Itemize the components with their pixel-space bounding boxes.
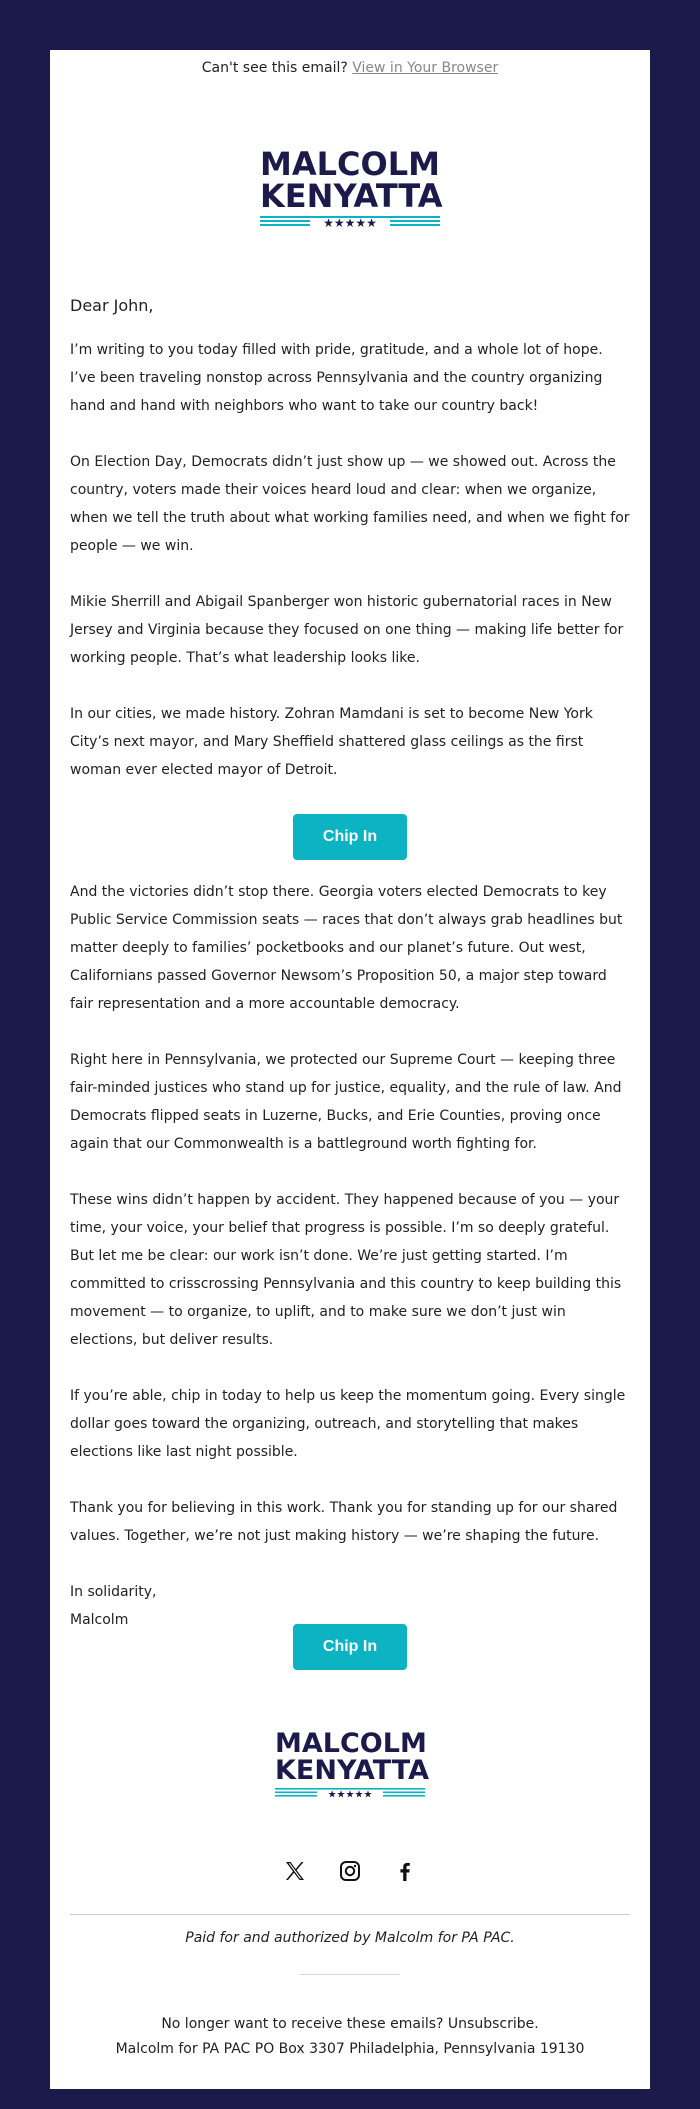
view-in-browser-link[interactable]: View in Your Browser	[352, 60, 499, 76]
logo-stars-bars	[260, 215, 440, 229]
divider-short	[300, 1974, 400, 1975]
divider	[70, 1914, 630, 1915]
greeting: Dear John,	[70, 296, 154, 315]
preheader-text: Can't see this email?	[201, 60, 348, 76]
unsubscribe-text[interactable]: No longer want to receive these emails? Unsubscribe.	[161, 2016, 539, 2032]
logo-stars: ★★★★★	[327, 1789, 373, 1799]
footer-logo	[275, 1728, 429, 1799]
paragraph: And the victories didn’t stop there. Georgia voters elected Democrats to key Public Service Commission seats — races that don’t always grab headlines but matter deeply to families’ pocketbooks and our planet’s future. Out west, Californians passed Governor Newsom’s Proposition 50, a major step toward fair representation and a more accountable democracy.	[70, 884, 623, 1012]
social-links	[50, 1860, 650, 1882]
footer	[50, 2012, 650, 2062]
logo-line-2: KENYATTA	[260, 177, 443, 215]
signoff-line-2: Malcolm	[70, 1612, 129, 1628]
mailing-address: Malcolm for PA PAC PO Box 3307 Philadelphia, Pennsylvania 19130	[115, 2041, 585, 2057]
chip-in-button-bottom[interactable]: Chip In	[293, 1624, 407, 1670]
logo-stars: ★★★★★	[323, 216, 377, 229]
paragraph: Right here in Pennsylvania, we protected our Supreme Court — keeping three fair-minded justices who stand up for justice, equality, and the rule of law. And Democrats flipped seats in Luzerne, Bucks, and Erie Counties, proving once again that our Commonwealth is a battleground worth fighting for.	[70, 1052, 622, 1152]
paragraph: Mikie Sherrill and Abigail Spanberger won historic gubernatorial races in New Jersey and Virginia because they focused on one thing — making life better for working people. That’s what leadership looks like.	[70, 594, 624, 666]
paid-for-disclaimer: Paid for and authorized by Malcolm for PA PAC.	[185, 1930, 515, 1946]
email-card	[50, 50, 650, 2089]
paragraph: But let me be clear: our work isn’t done. We’re just getting started. I’m committed to crisscrossing Pennsylvania and this country to keep building this movement — to organize, to uplift, and to make sure we don’t just win elections, but deliver results.	[70, 1248, 622, 1348]
paragraph: Thank you for believing in this work. Thank you for standing up for our shared values. Together, we’re not just making history — we’re shaping the future.	[70, 1500, 618, 1544]
body-section-top	[70, 336, 630, 812]
body-section-bottom	[70, 878, 630, 1634]
chip-in-button[interactable]: Chip In	[293, 814, 407, 860]
paragraph: If you’re able, chip in today to help us keep the momentum going. Every single dollar goes toward the organizing, outreach, and storytelling that makes elections like last night possible.	[70, 1388, 626, 1460]
x-twitter-icon[interactable]	[284, 1860, 306, 1882]
paragraph: In our cities, we made history. Zohran Mamdani is set to become New York City’s next mayor, and Mary Sheffield shattered glass ceilings as the first woman ever elected mayor of Detroit.	[70, 706, 593, 778]
logo-line-2: KENYATTA	[275, 1755, 429, 1786]
logo-line-1: MALCOLM	[260, 145, 440, 183]
instagram-icon[interactable]	[339, 1860, 361, 1882]
header-logo	[260, 145, 443, 229]
paragraph: These wins didn’t happen by accident. They happened because of you — your time, your voice, your belief that progress is possible. I’m so deeply grateful.	[70, 1192, 620, 1236]
paragraph: On Election Day, Democrats didn’t just show up — we showed out. Across the country, voters made their voices heard loud and clear: when we organize, when we tell the truth about what working families need, and when we fight for people — we win.	[70, 454, 630, 554]
signoff-line-1: In solidarity,	[70, 1584, 157, 1600]
preheader	[50, 60, 650, 76]
logo-stars-bars	[275, 1787, 425, 1799]
logo-line-1: MALCOLM	[275, 1728, 427, 1759]
paragraph: I’m writing to you today filled with pride, gratitude, and a whole lot of hope. I’ve been traveling nonstop across Pennsylvania and the country organizing hand and hand with neighbors who want to take our country back!	[70, 342, 603, 414]
facebook-icon[interactable]	[394, 1860, 416, 1882]
